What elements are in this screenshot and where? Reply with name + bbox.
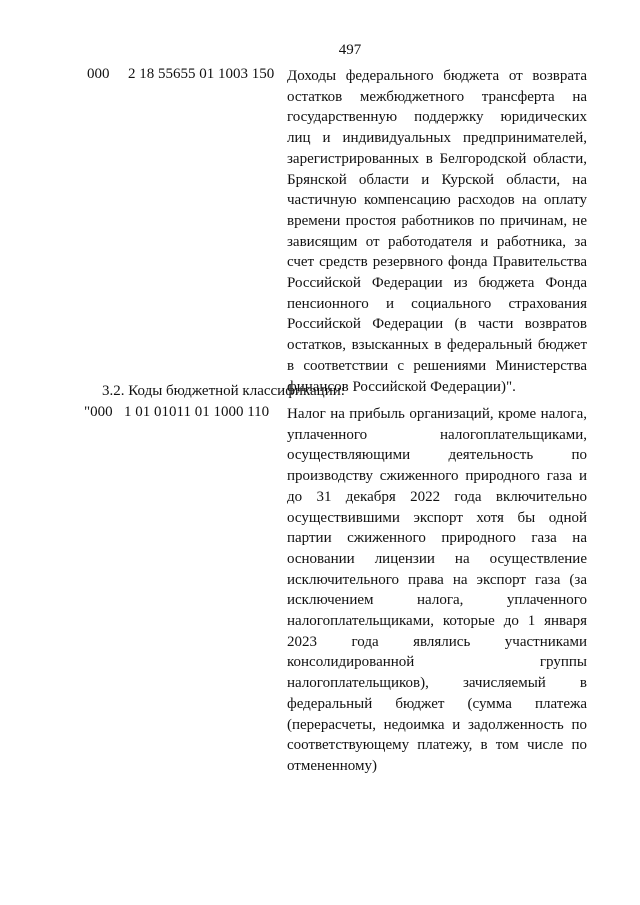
entry2-admin-code: "000 xyxy=(84,404,113,420)
entry2-classification-code: 1 01 01011 01 1000 110 xyxy=(124,404,270,420)
entry2-description: Налог на прибыль организаций, кроме налога, уплаченного налогоплательщиками, осуществляющими деятельность по производству сжиженного природного газа и до 31 декабря 2022 года включительно осуществившими экспорт хотя бы одной партии сжиженного природного газа на основании лицензии на осуществление исключительного права на экспорт газа (за исключением налога, уплаченного налогоплательщиками, которые до 1 января 2023 года являлись участниками консолидированной группы налогоплательщиков), зачисляемый в федеральный бюджет (сумма платежа (перерасчеты, недоимка и задолженность по соответствующему платежу, в том числе по отмененному) xyxy=(287,406,587,774)
entry1-classification-code: 2 18 55655 01 1003 150 xyxy=(128,66,275,82)
entry1-admin-code: 000 xyxy=(87,66,110,82)
entry1-description: Доходы федерального бюджета от возврата остатков межбюджетного трансферта на государственную поддержку юридических лиц и индивидуальных предпринимателей, зарегистрированных в Белгородской области, Брянской области и Курской области, на частичную компенсацию расходов на оплату времени простоя работников по причинам, не зависящим от работодателя и работника, за счет средств резервного фонда Правительства Российской Федерации из бюджета Фонда пенсионного и социального страхования Российской Федерации (в части возвратов остатков, взысканных в федеральный бюджет в соответствии с решениями Министерства финансов Российской Федерации)". xyxy=(287,68,587,395)
section-heading: 3.2. Коды бюджетной классификации: xyxy=(102,383,345,399)
page-number: 497 xyxy=(338,42,362,58)
